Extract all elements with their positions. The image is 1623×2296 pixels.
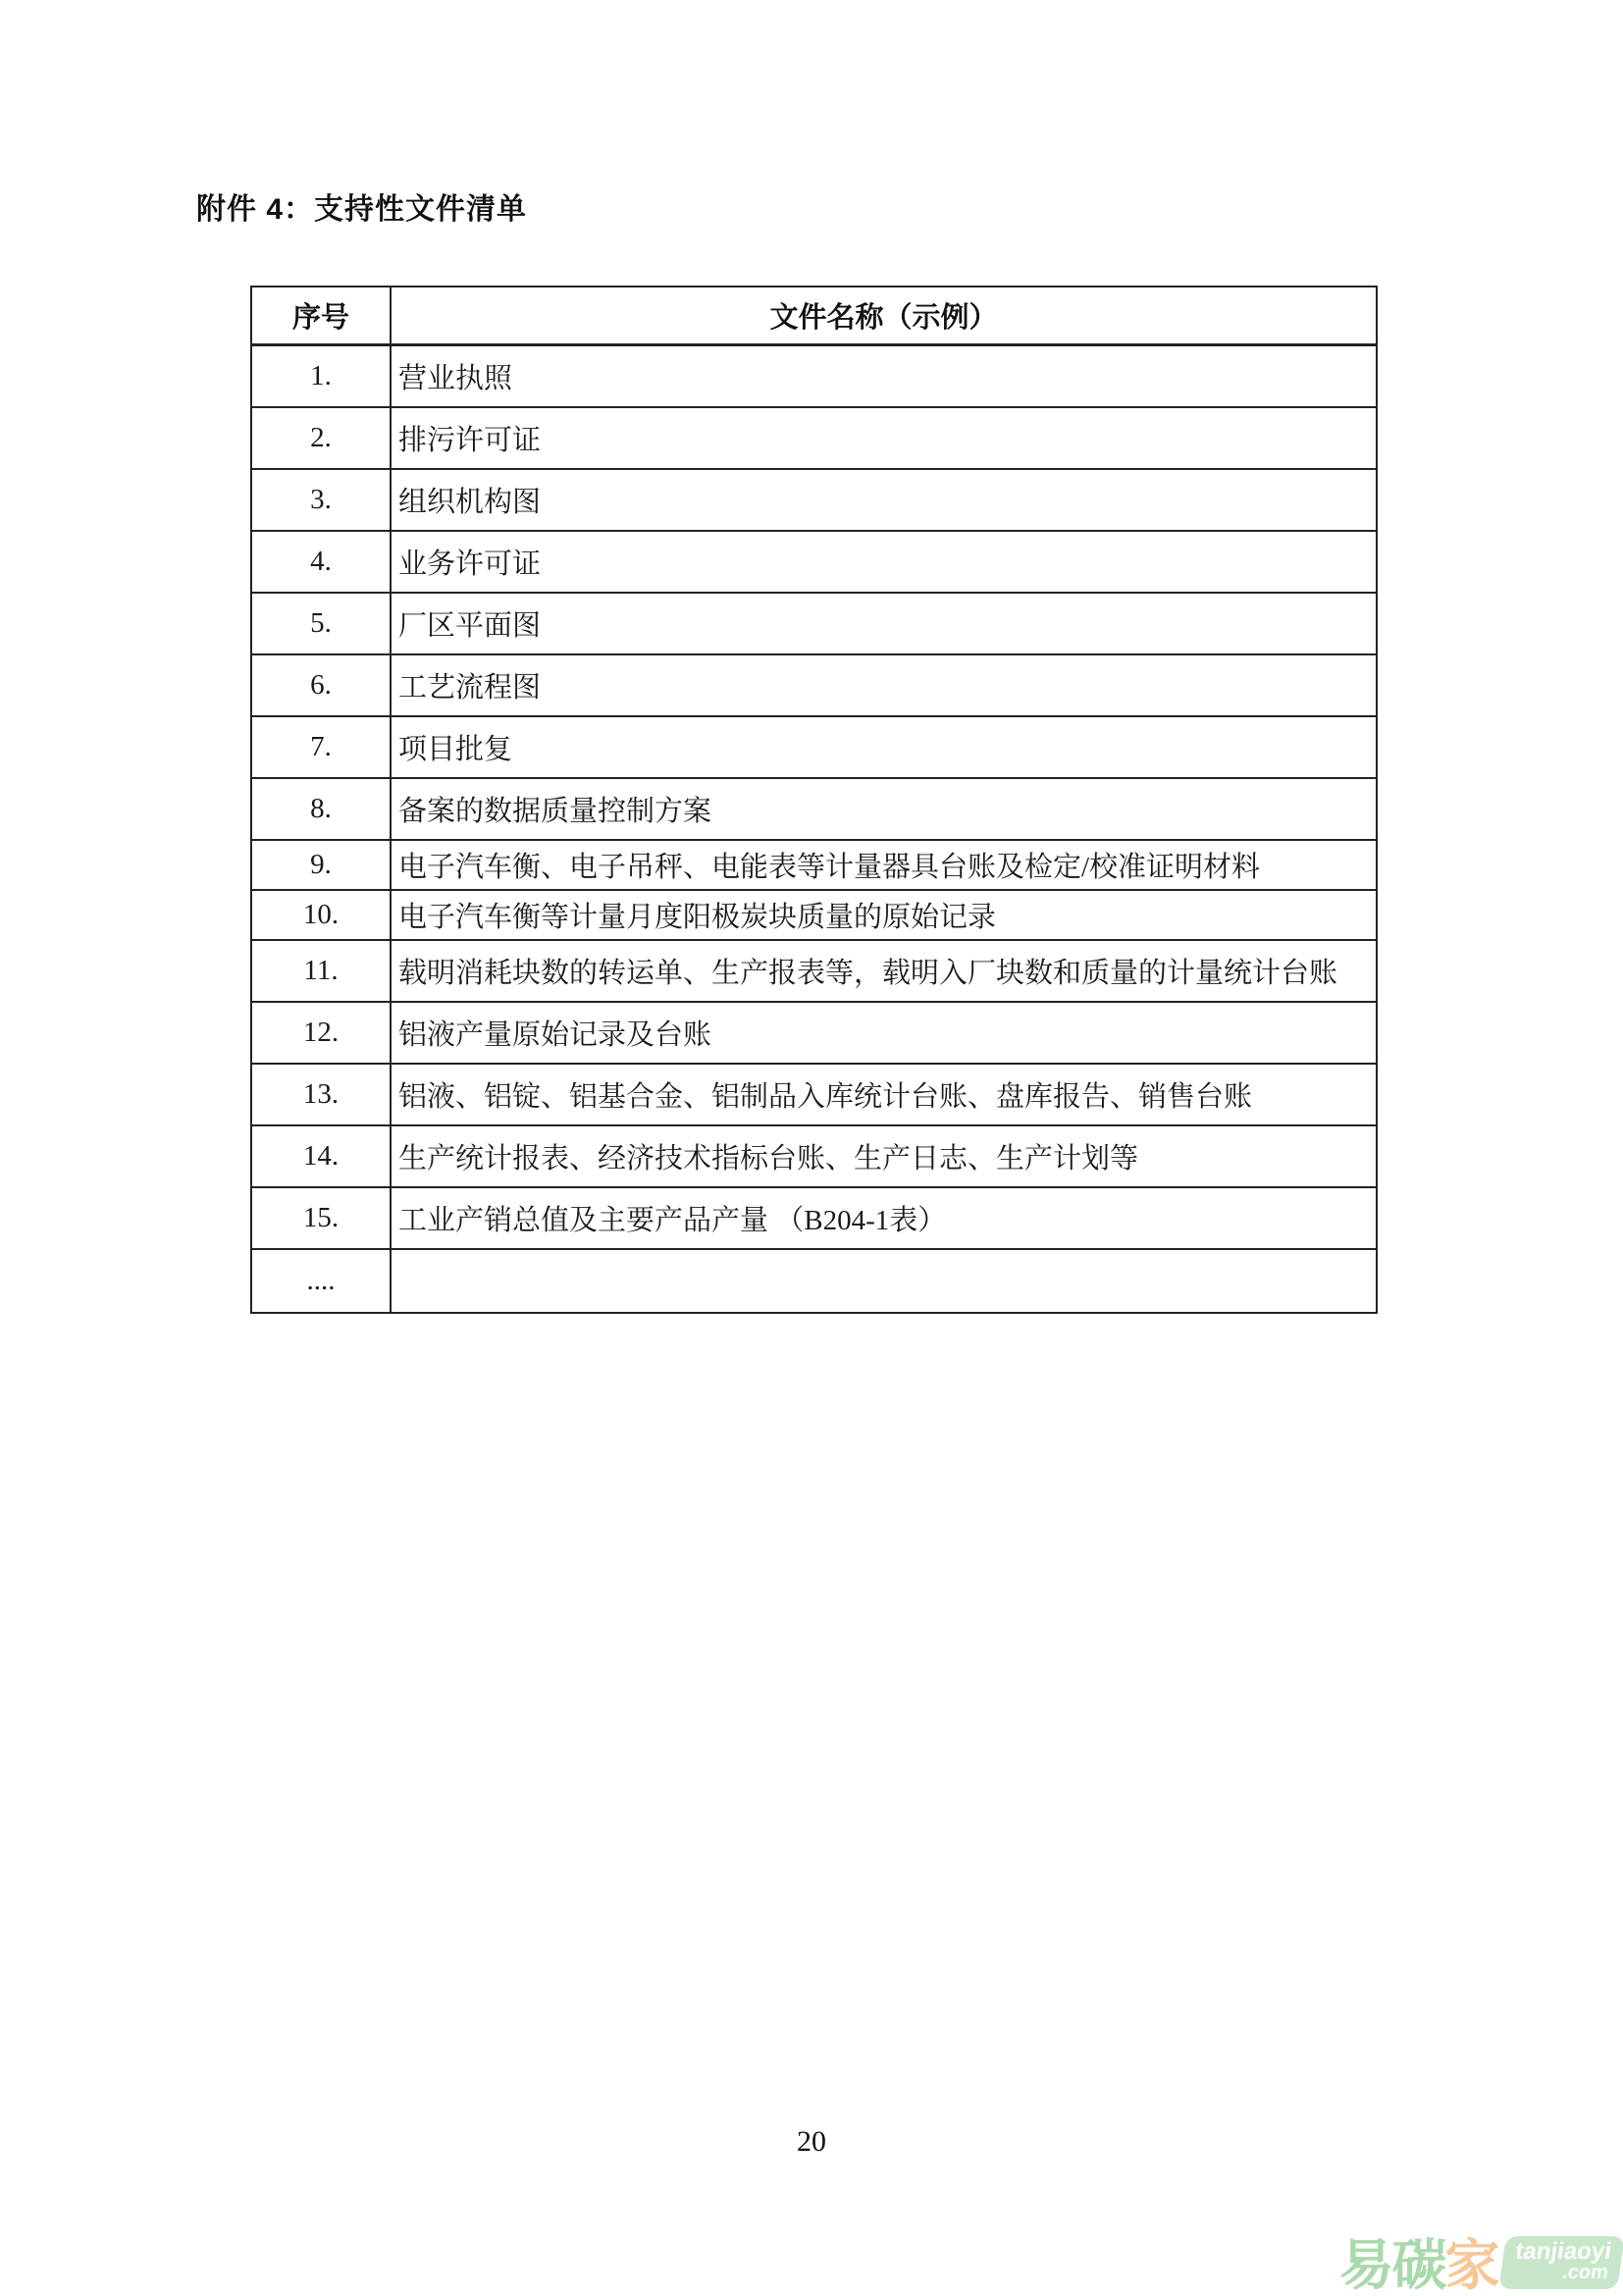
watermark-logo [1338, 2233, 1621, 2296]
watermark-text-orange: 家 [1444, 2233, 1498, 2296]
row-file-name: 生产统计报表、经济技术指标台账、生产日志、生产计划等 [391, 1125, 1377, 1187]
table-row [251, 778, 1377, 840]
row-file-name [391, 1249, 1377, 1313]
row-file-name: 厂区平面图 [391, 593, 1377, 654]
table-row [251, 345, 1377, 408]
row-file-name: 备案的数据质量控制方案 [391, 778, 1377, 840]
row-serial-number: 3. [251, 469, 391, 531]
row-serial-number: 2. [251, 407, 391, 469]
row-serial-number: 7. [251, 716, 391, 778]
table-row [251, 1002, 1377, 1064]
row-file-name: 电子汽车衡、电子吊秤、电能表等计量器具台账及检定/校准证明材料 [391, 840, 1377, 890]
table-row [251, 407, 1377, 469]
row-file-name: 铝液产量原始记录及台账 [391, 1002, 1377, 1064]
row-file-name: 工艺流程图 [391, 654, 1377, 716]
row-serial-number: 10. [251, 890, 391, 940]
table-row [251, 1249, 1377, 1313]
table-row [251, 1064, 1377, 1125]
table-row [251, 469, 1377, 531]
row-serial-number: 14. [251, 1125, 391, 1187]
row-serial-number: 13. [251, 1064, 391, 1125]
page-title: 附件 4：支持性文件清单 [196, 193, 528, 226]
table-row [251, 890, 1377, 940]
supporting-documents-table [250, 286, 1378, 1314]
row-serial-number: .... [251, 1249, 391, 1313]
row-serial-number: 4. [251, 531, 391, 593]
watermark-badge [1498, 2236, 1623, 2289]
row-file-name: 项目批复 [391, 716, 1377, 778]
table-row [251, 593, 1377, 654]
row-file-name: 组织机构图 [391, 469, 1377, 531]
row-serial-number: 11. [251, 940, 391, 1002]
row-file-name: 业务许可证 [391, 531, 1377, 593]
row-serial-number: 9. [251, 840, 391, 890]
table-body [251, 345, 1377, 1314]
row-file-name: 电子汽车衡等计量月度阳极炭块质量的原始记录 [391, 890, 1377, 940]
page-number: 20 [797, 2125, 826, 2158]
row-serial-number: 8. [251, 778, 391, 840]
header-serial-number: 序号 [251, 287, 391, 345]
row-file-name: 工业产销总值及主要产品产量 （B204-1表） [391, 1187, 1377, 1249]
row-file-name: 载明消耗块数的转运单、生产报表等，载明入厂块数和质量的计量统计台账 [391, 940, 1377, 1002]
table-row [251, 531, 1377, 593]
table-row [251, 654, 1377, 716]
table-row [251, 1125, 1377, 1187]
row-file-name: 营业执照 [391, 345, 1377, 408]
row-file-name: 铝液、铝锭、铝基合金、铝制品入库统计台账、盘库报告、销售台账 [391, 1064, 1377, 1125]
row-serial-number: 5. [251, 593, 391, 654]
table-row [251, 716, 1377, 778]
table-row [251, 940, 1377, 1002]
watermark-badge-line1: tanjiaoyi [1513, 2238, 1613, 2266]
row-file-name: 排污许可证 [391, 407, 1377, 469]
table-row [251, 840, 1377, 890]
watermark-badge-line2: .com [1560, 2262, 1610, 2283]
table-row [251, 1187, 1377, 1249]
watermark-text-green: 易碳 [1338, 2233, 1445, 2296]
row-serial-number: 12. [251, 1002, 391, 1064]
row-serial-number: 15. [251, 1187, 391, 1249]
row-serial-number: 1. [251, 345, 391, 408]
table-header-row [251, 287, 1377, 345]
row-serial-number: 6. [251, 654, 391, 716]
header-file-name: 文件名称（示例） [391, 287, 1377, 345]
